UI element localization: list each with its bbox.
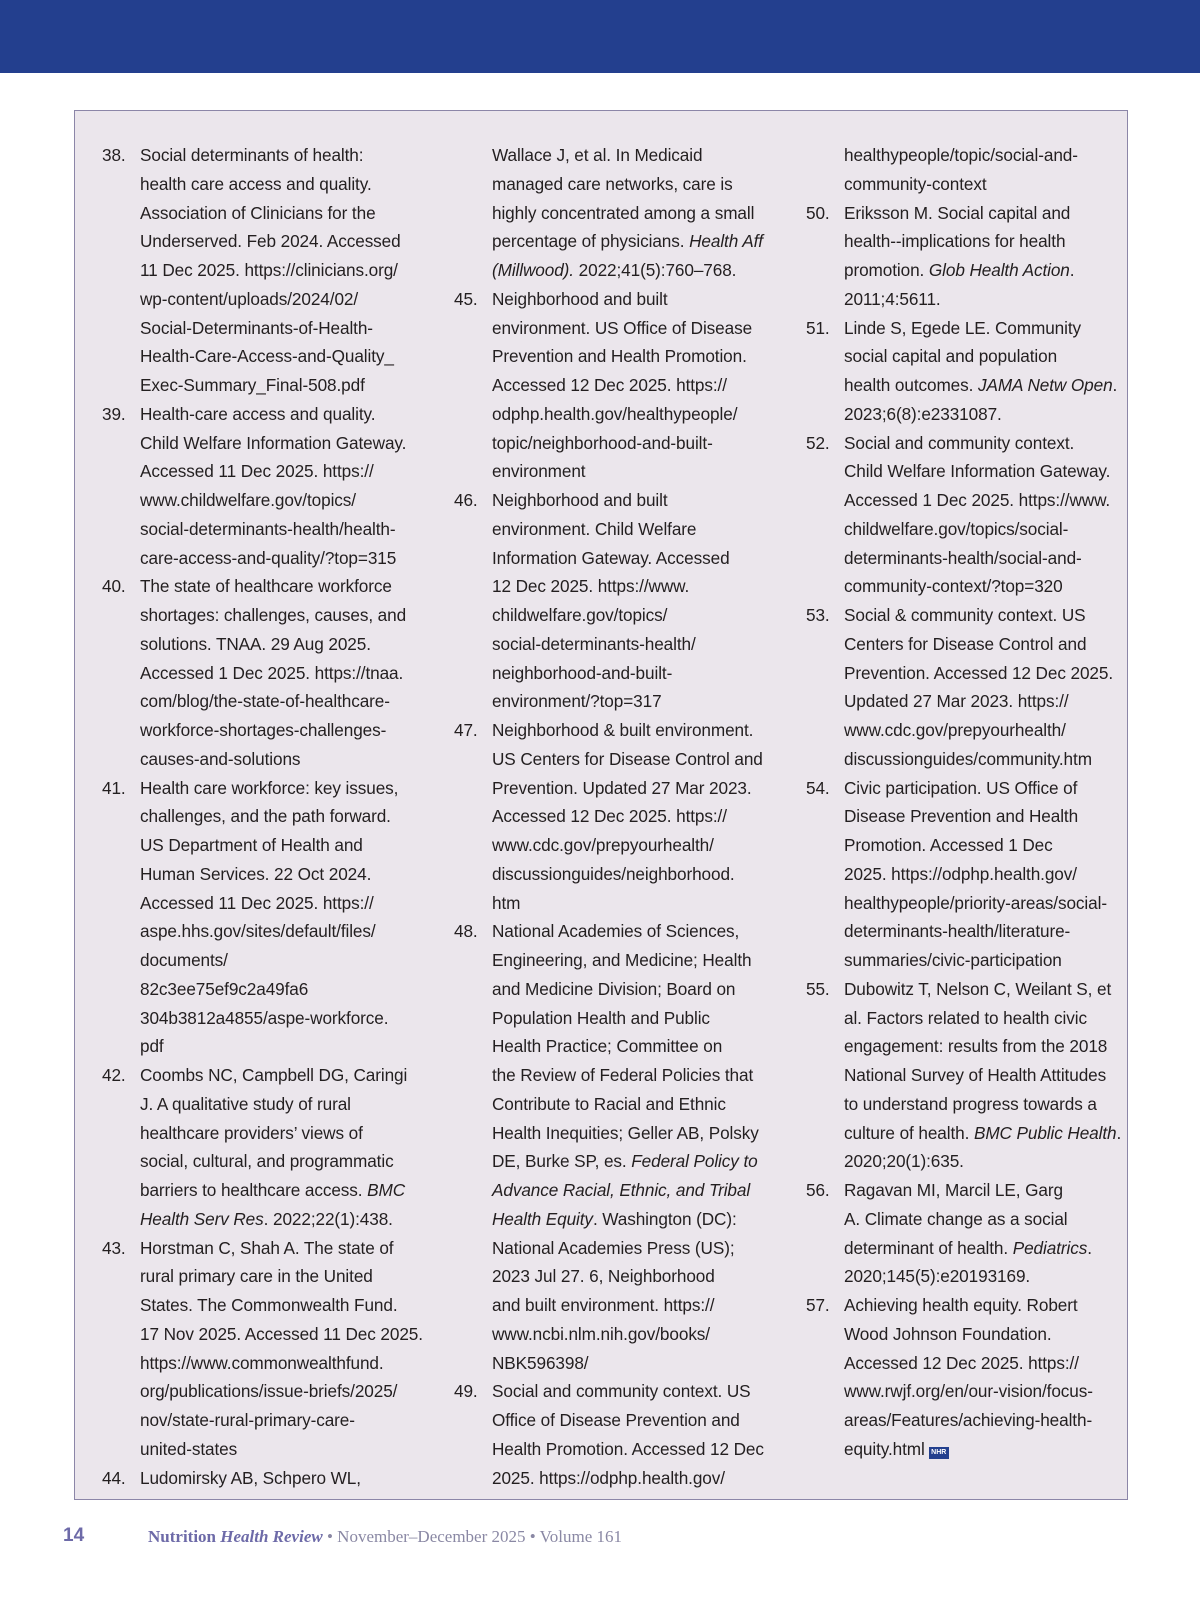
reference-continuation	[806, 141, 1141, 199]
reference-number: 50.	[806, 202, 830, 223]
reference-text: Social and community context. Child Welfare Information Gateway. Accessed 1 Dec 2025. https://www. childwelfare.gov/topics/social- determinants-health/social-and- community-context/?top=320	[844, 432, 1111, 597]
reference-item	[102, 1234, 437, 1464]
reference-text: . 2020;20(1):635.	[844, 1122, 1122, 1172]
reference-text: Ragavan MI, Marcil LE, Garg A. Climate change as a social determinant of health.	[844, 1180, 1068, 1258]
reference-text: Horstman C, Shah A. The state of rural primary care in the United States. The Commonwealth Fund. 17 Nov 2025. Accessed 11 Dec 2025. https://www.commonwealthfund. org/publications/issue-briefs/2025/ nov/state-rural-primary-care- united-states	[140, 1237, 423, 1459]
reference-text: Eriksson M. Social capital and health--implications for health promotion.	[844, 202, 1071, 280]
reference-item	[806, 199, 1141, 314]
reference-number: 39.	[102, 403, 126, 424]
reference-number: 40.	[102, 576, 126, 597]
reference-text: Wallace J, et al. In Medicaid managed care networks, care is highly concentrated among a small percentage of physicians.	[492, 145, 755, 252]
reference-text: Dubowitz T, Nelson C, Weilant S, et al. Factors related to health civic engagement: results from the 2018 National Survey of Health Attitudes to understand progress towards a culture of health.	[844, 978, 1112, 1143]
journal-title: Pediatrics	[1012, 1237, 1088, 1258]
reference-item	[806, 1176, 1141, 1291]
reference-number: 56.	[806, 1180, 830, 1200]
reference-text: Coombs NC, Campbell DG, Caringi J. A qualitative study of rural healthcare providers’ views of social, cultural, and programmatic barriers to healthcare access.	[140, 1065, 408, 1200]
page-footer	[0, 1525, 1200, 1555]
page-number: 14	[63, 1525, 85, 1546]
reference-item	[806, 975, 1141, 1176]
reference-text: Achieving health equity. Robert Wood Johnson Foundation. Accessed 12 Dec 2025. https:// www.rwjf.org/en/our-vision/focus- areas/Features/achieving-health- equity.html	[844, 1295, 1093, 1459]
reference-text: Social and community context. US Office of Disease Prevention and Health Promotion. Accessed 12 Dec 2025. https://odphp.health.gov/	[492, 1381, 764, 1488]
reference-text: healthypeople/topic/social-and- community-context	[844, 145, 1078, 194]
reference-text: Health-care access and quality. Child Welfare Information Gateway. Accessed 11 Dec 2025. https:// www.childwelfare.gov/topics/ social-determinants-health/health- care-access-and-quality/?top=315	[140, 403, 407, 568]
publication-name: Nutrition	[148, 1527, 216, 1546]
reference-text: 2022;41(5):760–768.	[573, 260, 737, 280]
reference-item	[102, 774, 437, 1062]
reference-item	[806, 774, 1141, 975]
reference-item	[102, 1061, 437, 1234]
reference-text: Health care workforce: key issues, challenges, and the path forward. US Department of Health and Human Services. 22 Oct 2024. Accessed 11 Dec 2025. https:// aspe.hhs.gov/sites/default/files/ documents/ 82c3ee75ef9c2a49fa6 304b3812a4855/aspe-workforce. pdf	[140, 777, 399, 1057]
references-column-2	[454, 141, 789, 1492]
journal-title: JAMA Netw Open	[977, 375, 1113, 395]
reference-number: 54.	[806, 777, 830, 798]
reference-number: 52.	[806, 432, 830, 453]
reference-text: The state of healthcare workforce shortages: challenges, causes, and solutions. TNAA. 29 Aug 2025. Accessed 1 Dec 2025. https://tnaa. com/blog/the-state-of-healthcare- workforce-shortages-challenges- causes-and-solutions	[140, 576, 407, 769]
reference-number: 46.	[454, 490, 478, 510]
journal-title: BMC Health Serv Res	[140, 1180, 406, 1229]
reference-item	[102, 1464, 437, 1493]
reference-item	[454, 285, 789, 486]
reference-item	[102, 141, 437, 400]
reference-text: Social & community context. US Centers for Disease Control and Prevention. Accessed 12 Dec 2025. Updated 27 Mar 2023. https:// www.cdc.gov/prepyourhealth/ discussionguides/community.htm	[844, 605, 1114, 769]
reference-item	[102, 572, 437, 773]
reference-number: 41.	[102, 777, 126, 798]
reference-text: . 2023;6(8):e2331087.	[844, 375, 1118, 424]
reference-text: Social determinants of health: health care access and quality. Association of Clinicians for the Underserved. Feb 2024. Accessed 11 Dec 2025. https://clinicians.org/ wp-content/uploads/2024/02/ Social-Determinants-of-Health- Health-Care-Access-and-Quality_ Exec-Summary_Final-508.pdf	[140, 145, 401, 395]
reference-number: 51.	[806, 317, 830, 338]
journal-title: Federal Policy to Advance Racial, Ethnic, and Tribal Health Equity	[492, 1151, 758, 1229]
reference-text: . 2022;22(1):438.	[263, 1208, 393, 1229]
references-column-3	[806, 141, 1141, 1464]
reference-number: 48.	[454, 921, 478, 942]
journal-title: Health Aff (Millwood).	[492, 231, 763, 280]
reference-number: 43.	[102, 1237, 126, 1258]
reference-continuation	[454, 141, 789, 285]
nhr-logo-icon: NHR	[929, 1447, 949, 1459]
reference-item	[454, 716, 789, 917]
reference-number: 55.	[806, 978, 830, 999]
reference-item	[806, 601, 1141, 774]
reference-text: Neighborhood & built environment. US Centers for Disease Control and Prevention. Updated 27 Mar 2023. Accessed 12 Dec 2025. https:// www.cdc.gov/prepyourhealth/ discussionguides/neighborhood. htm	[492, 720, 763, 913]
header-band	[0, 0, 1200, 73]
reference-item	[806, 429, 1141, 602]
reference-text: Linde S, Egede LE. Community social capital and population health outcomes.	[844, 317, 1082, 395]
reference-text: Civic participation. US Office of Disease Prevention and Health Promotion. Accessed 1 Dec 2025. https://odphp.health.gov/ healthypeople/priority-areas/social- determinants-health/literature- summaries/civic-participation	[844, 777, 1107, 970]
publication-line	[148, 1527, 622, 1547]
reference-item	[806, 1291, 1141, 1464]
reference-text: Ludomirsky AB, Schpero WL,	[140, 1467, 361, 1488]
journal-title: BMC Public Health	[973, 1122, 1117, 1143]
reference-item	[454, 917, 789, 1377]
reference-item	[454, 486, 789, 716]
publication-name-italic: Health Review	[220, 1527, 323, 1546]
reference-number: 53.	[806, 605, 830, 625]
reference-item	[102, 400, 437, 573]
reference-number: 38.	[102, 145, 126, 165]
issue-info: • November–December 2025 • Volume 161	[326, 1527, 622, 1546]
reference-text: National Academies of Sciences, Engineering, and Medicine; Health and Medicine Division; Board on Population Health and Public Health Practice; Committee on the Review of Federal Policies that Contribute to Racial and Ethnic Health Inequities; Geller AB, Polsky DE, Burke SP, es.	[492, 921, 759, 1172]
journal-title: Glob Health Action	[928, 260, 1070, 280]
reference-number: 49.	[454, 1381, 478, 1402]
reference-text: Neighborhood and built environment. US Office of Disease Prevention and Health Promotion. Accessed 12 Dec 2025. https:// odphp.health.gov/healthypeople/ topic/neighborhood-and-built- environment	[492, 288, 753, 482]
reference-number: 57.	[806, 1295, 830, 1315]
reference-item	[806, 314, 1141, 429]
reference-text: . 2020;145(5):e20193169.	[844, 1237, 1092, 1287]
reference-text: . 2011;4:5611.	[844, 260, 1075, 309]
reference-number: 47.	[454, 720, 478, 740]
reference-number: 45.	[454, 288, 478, 309]
reference-number: 44.	[102, 1467, 126, 1488]
references-column-1	[102, 141, 437, 1492]
reference-number: 42.	[102, 1065, 126, 1085]
reference-item	[454, 1377, 789, 1492]
reference-text: . Washington (DC): National Academies Press (US); 2023 Jul 27. 6, Neighborhood and built environment. https:// www.ncbi.nlm.nih.gov/books/ NBK596398/	[492, 1208, 737, 1373]
reference-text: Neighborhood and built environment. Child Welfare Information Gateway. Accessed 12 Dec 2025. https://www. childwelfare.gov/topics/ social-determinants-health/ neighborhood-and-built- environment/?top=317	[492, 490, 730, 712]
